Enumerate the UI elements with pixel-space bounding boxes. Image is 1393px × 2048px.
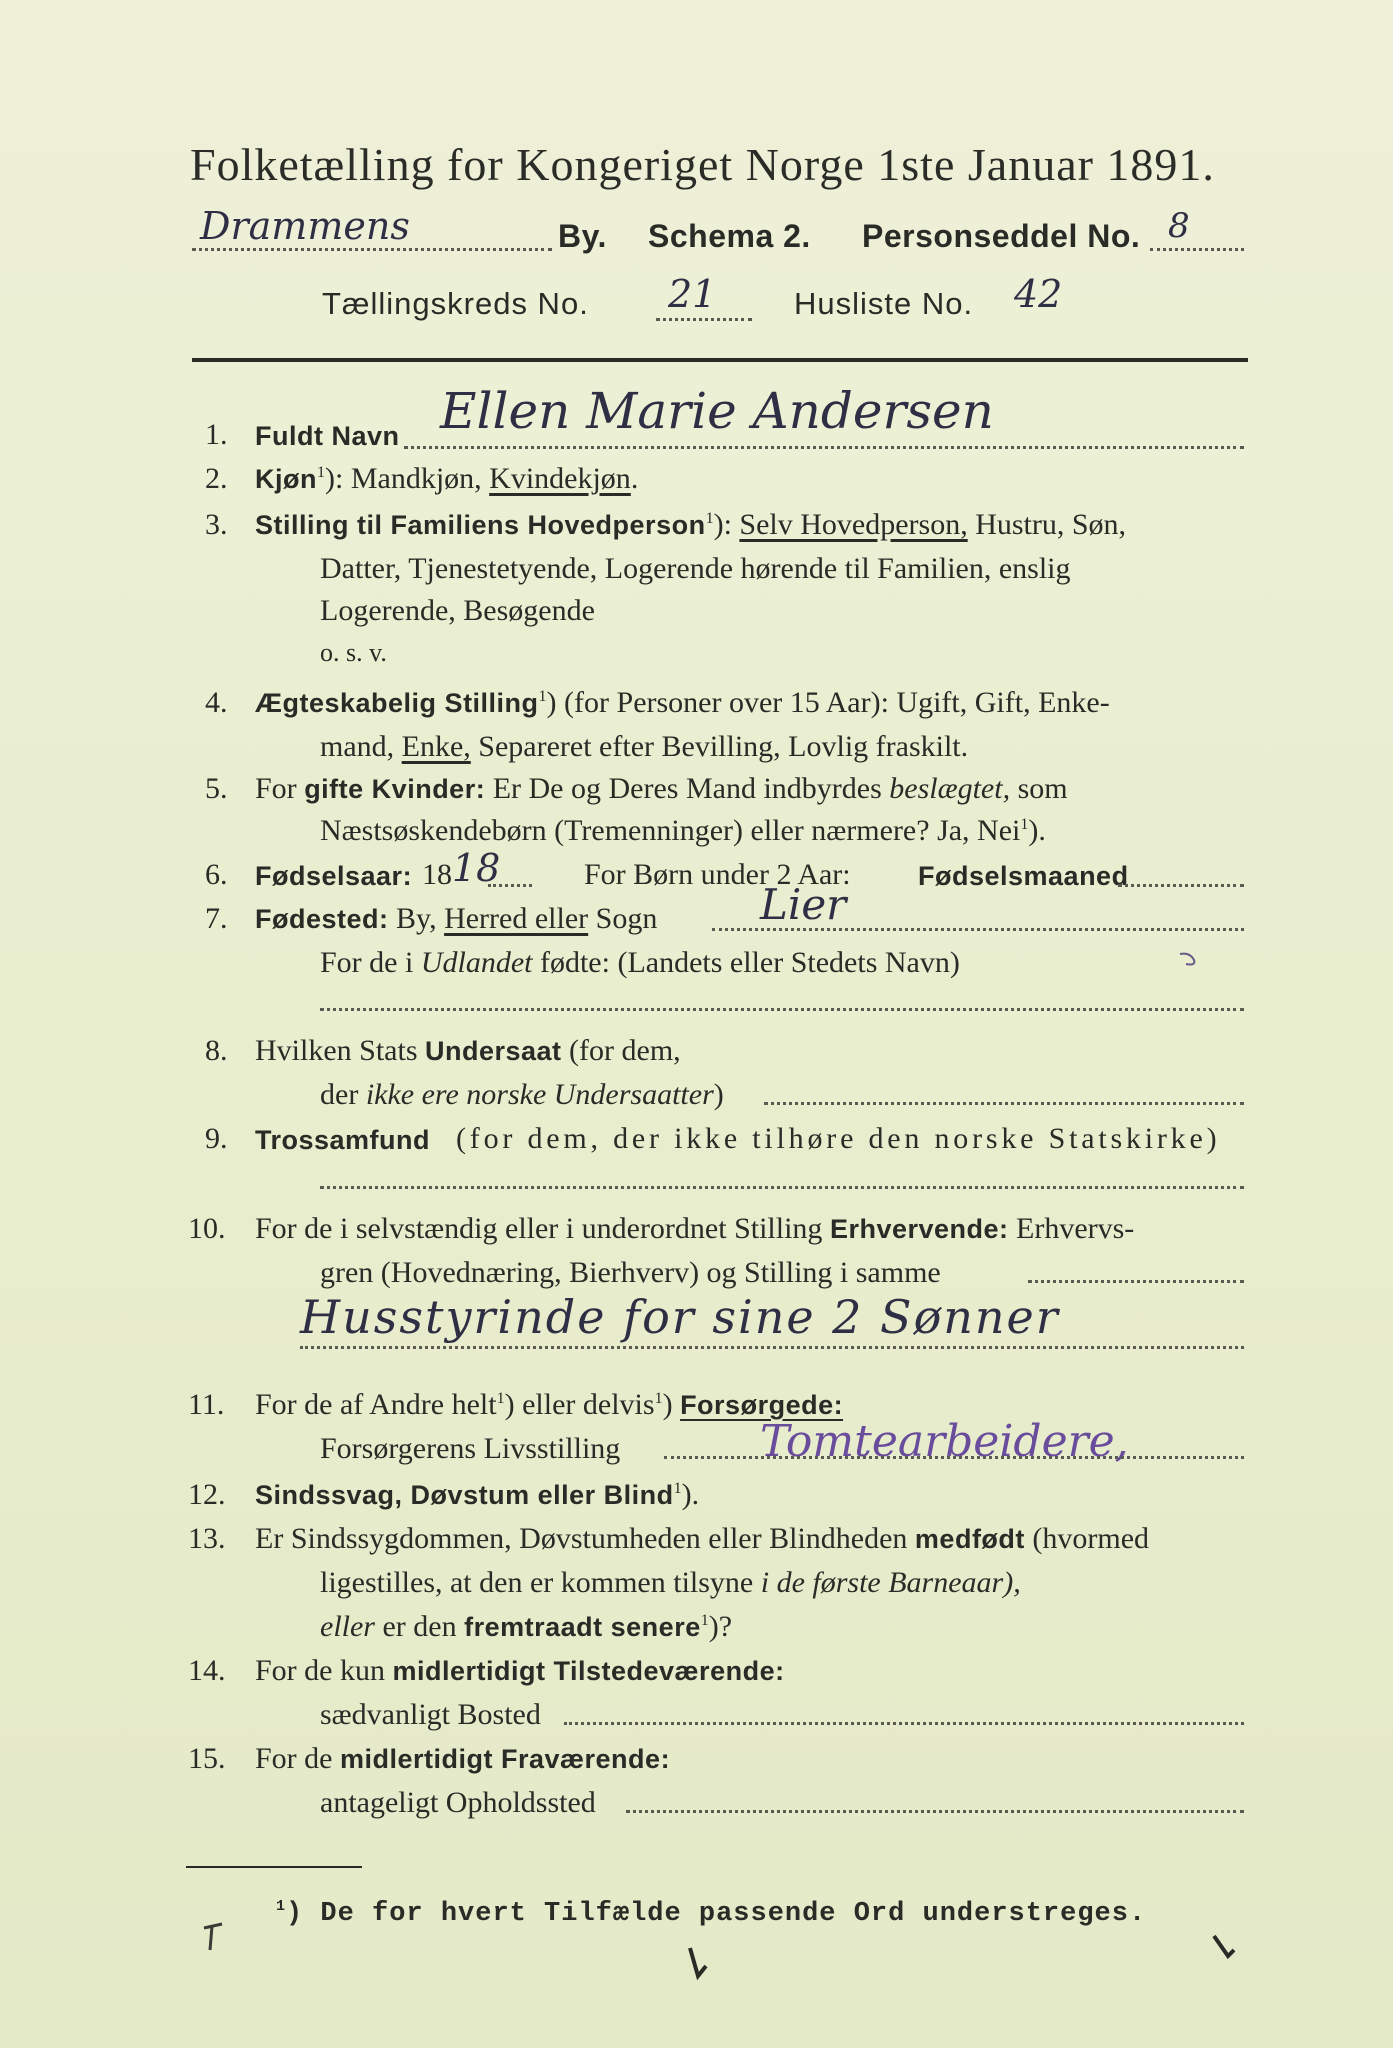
q1-number: 1. xyxy=(205,418,228,451)
q6-rest: For Børn under 2 Aar: xyxy=(584,858,851,891)
q8-dotted-line xyxy=(764,1102,1244,1105)
q11-rest3: ) xyxy=(662,1388,673,1421)
q7-line2b: fødte: (Landets eller Stedets Navn) xyxy=(539,946,960,979)
q11-line1 xyxy=(255,1388,843,1422)
footnote-sup: 1 xyxy=(276,1898,287,1915)
q2-number: 2. xyxy=(205,462,228,495)
q5-label-a: For xyxy=(255,772,297,805)
q5-line1 xyxy=(255,772,1068,806)
q10-rest1: For de i selvstændig eller i underordnet Stilling xyxy=(255,1212,823,1245)
q14-line1 xyxy=(255,1654,785,1688)
q7-abroad-dotted-line xyxy=(320,1008,1244,1011)
q10-line2: gren (Hovednæring, Bierhverv) og Stilling i samme xyxy=(320,1256,941,1289)
q7-line2-italic: Udlandet xyxy=(420,946,533,979)
scan-mark-left xyxy=(200,1920,230,1956)
q11-line2: Forsørgerens Livsstilling xyxy=(320,1432,621,1465)
footnote-text: ) De for hvert Tilfælde passende Ord understreges. xyxy=(286,1899,1147,1929)
q2-line xyxy=(255,462,638,496)
husliste-value: 42 xyxy=(1014,272,1063,316)
stray-pen-mark xyxy=(1176,948,1206,972)
q10-dotted-line xyxy=(300,1346,1244,1349)
q11-dotted-line xyxy=(664,1456,1244,1459)
q9-number: 9. xyxy=(205,1122,228,1155)
q13-rest1: Er Sindssygdommen, Døvstumheden eller Blindheden xyxy=(255,1522,908,1555)
q7-rest2: Sogn xyxy=(595,902,658,935)
q13-line3-sup: 1 xyxy=(700,1612,709,1629)
q5-italic: beslægtet, xyxy=(889,772,1011,805)
q7-line1 xyxy=(255,902,657,936)
q15-line1 xyxy=(255,1742,670,1776)
q11-sup1: 1 xyxy=(496,1390,505,1407)
q8-number: 8. xyxy=(205,1034,228,1067)
q9-label: Trossamfund xyxy=(255,1125,431,1155)
q5-line2 xyxy=(320,814,1046,848)
q13-label: medfødt xyxy=(914,1524,1025,1554)
footnote xyxy=(276,1898,1146,1929)
q3-line2: Datter, Tjenestetyende, Logerende hørende til Familien, enslig xyxy=(320,552,1071,585)
q6-value: 18 xyxy=(452,846,501,890)
q7-label: Fødested: xyxy=(255,904,389,934)
q13-line2 xyxy=(320,1566,1021,1600)
q4-rest1: ) (for Personer over 15 Aar): Ugift, Gift, Enke- xyxy=(546,686,1110,719)
q4-sup: 1 xyxy=(538,688,547,705)
q10-rest2: Erhvervs- xyxy=(1016,1212,1135,1245)
q3-line1 xyxy=(255,508,1126,542)
q8-line2a: der xyxy=(320,1078,359,1111)
q8-line2 xyxy=(320,1078,724,1112)
q12-sup: 1 xyxy=(673,1480,682,1497)
scan-mark-right xyxy=(1210,1932,1240,1968)
q8-label: Undersaat xyxy=(425,1036,562,1066)
q3-selected-option: Selv Hovedperson, xyxy=(739,508,968,541)
husliste-label: Husliste No. xyxy=(794,286,974,321)
city-handwritten: Drammens xyxy=(200,204,410,248)
q4-line1 xyxy=(255,686,1110,720)
q13-line3-bold: fremtraadt senere xyxy=(464,1612,701,1642)
q7-line2 xyxy=(320,946,960,980)
q7-line2a: For de i xyxy=(320,946,414,979)
q2-label: Kjøn xyxy=(255,464,317,494)
q8-rest1: Hvilken Stats xyxy=(255,1034,418,1067)
q8-rest2: (for dem, xyxy=(569,1034,681,1067)
q15-dotted-line xyxy=(626,1810,1244,1813)
schema-label: Schema 2. xyxy=(648,218,811,254)
q10-line1 xyxy=(255,1212,1134,1246)
q6-label2: Fødselsmaaned xyxy=(918,861,1129,891)
q13-line3 xyxy=(320,1610,732,1644)
q4-line2 xyxy=(320,730,968,764)
q11-sup2: 1 xyxy=(654,1390,663,1407)
q12-number: 12. xyxy=(188,1478,226,1511)
q12-line xyxy=(255,1478,699,1512)
q3-label: Stilling til Familiens Hovedperson xyxy=(255,510,706,540)
q5-rest1: Er De og Deres Mand indbyrdes xyxy=(492,772,882,805)
q9-rest: (for dem, der ikke tilhøre den norske Statskirke) xyxy=(456,1122,1221,1155)
q1-value: Ellen Marie Andersen xyxy=(440,382,994,440)
q2-sup: 1 xyxy=(317,464,325,481)
q14-number: 14. xyxy=(188,1654,226,1687)
q3-line4: o. s. v. xyxy=(320,638,387,667)
footnote-rule xyxy=(186,1866,362,1868)
q8-line2b: ) xyxy=(713,1078,724,1111)
q3-rest1: ): xyxy=(713,508,732,541)
q10-value: Husstyrinde for sine 2 Sønner xyxy=(300,1290,1060,1344)
q9-dotted-line xyxy=(320,1186,1244,1189)
q2-selected-option: Kvindekjøn xyxy=(489,462,631,495)
personseddel-value: 8 xyxy=(1168,206,1190,246)
q4-line2b: Separeret efter Bevilling, Lovlig fraskilt. xyxy=(478,730,969,763)
q10-number: 10. xyxy=(188,1212,226,1245)
q6-month-dotted-line xyxy=(1118,884,1244,887)
form-title: Folketælling for Kongeriget Norge 1ste Januar 1891. xyxy=(190,139,1215,190)
city-dotted-line xyxy=(192,248,552,251)
q12-label: Sindssvag, Døvstum eller Blind xyxy=(255,1480,674,1510)
q8-line1 xyxy=(255,1034,681,1068)
q11-number: 11. xyxy=(188,1388,225,1421)
q13-line3b: )? xyxy=(708,1610,733,1643)
q11-value: Tomtearbeidere, xyxy=(760,1416,1129,1467)
q5-line2-sup: 1 xyxy=(1020,816,1029,833)
q5-line2-end: ). xyxy=(1028,814,1046,847)
kreds-label: Tællingskreds No. xyxy=(322,286,589,321)
q15-number: 15. xyxy=(188,1742,226,1775)
q5-label-b: gifte Kvinder: xyxy=(304,774,486,804)
q15-label: midlertidigt Fraværende: xyxy=(340,1744,671,1774)
q3-rest2: Hustru, Søn, xyxy=(975,508,1127,541)
q14-rest1: For de kun xyxy=(255,1654,385,1687)
q13-line1 xyxy=(255,1522,1149,1556)
q7-value: Lier xyxy=(760,880,847,929)
q4-number: 4. xyxy=(205,686,228,719)
q14-label: midlertidigt Tilstedeværende: xyxy=(392,1656,785,1686)
by-label: By. xyxy=(558,218,607,254)
q13-line3-italic: eller xyxy=(320,1610,375,1643)
kreds-dotted-line xyxy=(656,318,752,321)
q13-rest2: (hvormed xyxy=(1032,1522,1150,1555)
q6-number: 6. xyxy=(205,858,228,891)
q13-line2a: ligestilles, at den er kommen tilsyne xyxy=(320,1566,754,1599)
q6-dotted-line xyxy=(488,884,532,887)
q7-selected-option: Herred eller xyxy=(444,902,589,935)
q5-number: 5. xyxy=(205,772,228,805)
q3-number: 3. xyxy=(205,508,228,541)
q10-line2-dotted-line xyxy=(1028,1280,1244,1283)
q11-rest1: For de af Andre helt xyxy=(255,1388,497,1421)
q4-line2a: mand, xyxy=(320,730,395,763)
q10-label: Erhvervende: xyxy=(829,1214,1009,1244)
q7-number: 7. xyxy=(205,902,228,935)
personseddel-label: Personseddel No. xyxy=(862,218,1141,254)
kreds-value: 21 xyxy=(668,272,717,316)
q8-line2-italic: ikke ere norske Undersaatter xyxy=(365,1078,714,1111)
q14-dotted-line xyxy=(564,1722,1244,1725)
q15-line2: antageligt Opholdssted xyxy=(320,1786,596,1819)
q6-printed-century: 18 xyxy=(422,858,452,891)
q6-label: Fødselsaar: xyxy=(255,861,413,891)
q15-rest1: For de xyxy=(255,1742,333,1775)
q3-sup: 1 xyxy=(705,510,714,527)
q4-label: Ægteskabelig Stilling xyxy=(255,688,539,718)
q2-rest2: . xyxy=(630,462,639,495)
q7-rest1: By, xyxy=(396,902,437,935)
q1-label: Fuldt Navn xyxy=(255,421,400,451)
q5-rest2: som xyxy=(1017,772,1068,805)
personseddel-dotted-line xyxy=(1150,248,1244,251)
header-rule xyxy=(192,358,1248,362)
q4-selected-option: Enke, xyxy=(401,730,471,763)
q11-rest2: ) eller delvis xyxy=(504,1388,655,1421)
q2-rest1: ): Mandkjøn, xyxy=(325,462,482,495)
q11-label: Forsørgede: xyxy=(680,1390,844,1420)
q5-line2-text: Næstsøskendebørn (Tremenninger) eller nærmere? Ja, Nei xyxy=(320,814,1021,847)
scan-mark-center xyxy=(684,1946,714,1986)
q12-rest: ). xyxy=(681,1478,700,1511)
q13-number: 13. xyxy=(188,1522,226,1555)
q3-line3: Logerende, Besøgende xyxy=(320,594,595,627)
q1-dotted-line xyxy=(404,446,1244,449)
q13-line3a: er den xyxy=(382,1610,457,1643)
q14-line2: sædvanligt Bosted xyxy=(320,1698,541,1731)
q7-dotted-line xyxy=(712,928,1244,931)
q13-line2-italic: i de første Barneaar), xyxy=(760,1566,1021,1599)
